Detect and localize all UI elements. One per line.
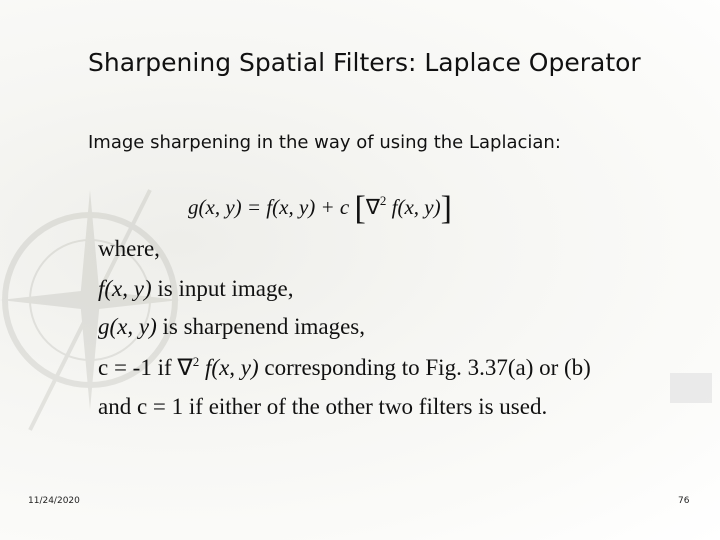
where-line: where, xyxy=(98,236,160,261)
slide-title: Sharpening Spatial Filters: Laplace Operator xyxy=(88,48,641,77)
equation-lhs: g(x, y) = f(x, y) + c xyxy=(188,195,350,219)
case1-description: corresponding to Fig. 3.37(a) or (b) xyxy=(264,355,591,380)
output-function: g(x, y) xyxy=(98,314,157,339)
output-description: is sharpenend images, xyxy=(162,314,365,339)
output-line xyxy=(98,314,365,340)
input-function: f(x, y) xyxy=(98,276,152,301)
case1-power: 2 xyxy=(192,354,200,369)
nabla-symbol: ∇ xyxy=(365,195,380,219)
input-description: is input image, xyxy=(157,276,294,301)
footer-date: 11/24/2020 xyxy=(28,496,80,506)
decorative-box xyxy=(670,373,712,403)
input-line xyxy=(98,276,293,302)
right-bracket: ] xyxy=(440,190,452,227)
case1-condition: c = -1 if xyxy=(98,355,178,380)
case2-line: and c = 1 if either of the other two filters is used. xyxy=(98,394,548,419)
power-superscript: 2 xyxy=(379,193,387,208)
case1-line xyxy=(98,354,591,381)
equation-argument: f(x, y) xyxy=(391,195,441,219)
sharpening-equation xyxy=(188,190,452,228)
left-bracket: [ xyxy=(354,190,366,227)
page-number: 76 xyxy=(678,496,690,506)
intro-text: Image sharpening in the way of using the Laplacian: xyxy=(88,132,561,153)
case1-function: f(x, y) xyxy=(205,355,259,380)
case1-nabla: ∇ xyxy=(177,355,193,380)
